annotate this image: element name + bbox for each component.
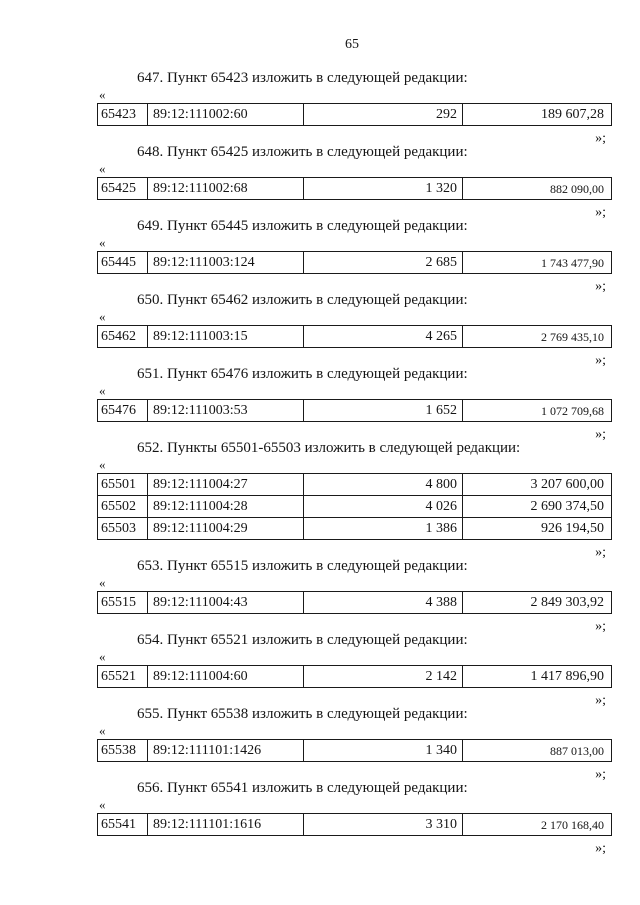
cadastral-number-cell: 89:12:111101:1426: [148, 740, 304, 762]
cadastral-value-cell: 2 769 435,10: [463, 326, 612, 348]
item-number-cell: 65515: [98, 592, 148, 614]
amendment-heading: 653. Пункт 65515 изложить в следующей редакции:: [137, 558, 468, 574]
amendment-650: [0, 291, 640, 368]
area-cell: 3 310: [304, 814, 463, 836]
amendment-table: [97, 177, 612, 200]
closing-quote: »;: [595, 693, 606, 708]
table-row: [98, 252, 612, 274]
page-number: 65: [345, 37, 359, 52]
amendment-table: [97, 399, 612, 422]
cadastral-value-cell: 2 690 374,50: [463, 496, 612, 518]
closing-quote: »;: [595, 131, 606, 146]
area-cell: 1 320: [304, 178, 463, 200]
cadastral-value-cell: 1 743 477,90: [463, 252, 612, 274]
item-number-cell: 65502: [98, 496, 148, 518]
amendment-heading: 651. Пункт 65476 изложить в следующей редакции:: [137, 366, 468, 382]
table-row: [98, 326, 612, 348]
item-number-cell: 65425: [98, 178, 148, 200]
item-number-cell: 65445: [98, 252, 148, 274]
table-row: [98, 518, 612, 540]
area-cell: 1 652: [304, 400, 463, 422]
closing-quote: »;: [595, 767, 606, 782]
amendment-heading: 649. Пункт 65445 изложить в следующей редакции:: [137, 218, 468, 234]
area-cell: 2 685: [304, 252, 463, 274]
cadastral-value-cell: 887 013,00: [463, 740, 612, 762]
amendment-table: [97, 591, 612, 614]
opening-quote: «: [99, 457, 106, 472]
document-body: [0, 69, 640, 856]
cadastral-value-cell: 3 207 600,00: [463, 474, 612, 496]
item-number-cell: 65541: [98, 814, 148, 836]
amendment-table: [97, 103, 612, 126]
amendment-table: [97, 813, 612, 836]
opening-quote: «: [99, 161, 106, 176]
cadastral-value-cell: 926 194,50: [463, 518, 612, 540]
amendment-heading: 654. Пункт 65521 изложить в следующей редакции:: [137, 632, 468, 648]
amendment-heading: 650. Пункт 65462 изложить в следующей редакции:: [137, 292, 468, 308]
amendment-heading: 655. Пункт 65538 изложить в следующей редакции:: [137, 706, 468, 722]
item-number-cell: 65503: [98, 518, 148, 540]
closing-quote: »;: [595, 205, 606, 220]
cadastral-number-cell: 89:12:111002:68: [148, 178, 304, 200]
opening-quote: «: [99, 309, 106, 324]
closing-quote: »;: [595, 353, 606, 368]
amendment-table: [97, 739, 612, 762]
cadastral-value-cell: 2 849 303,92: [463, 592, 612, 614]
item-number-cell: 65476: [98, 400, 148, 422]
amendment-heading: 647. Пункт 65423 изложить в следующей редакции:: [137, 70, 468, 86]
amendment-647: [0, 69, 640, 146]
cadastral-number-cell: 89:12:111004:60: [148, 666, 304, 688]
cadastral-number-cell: 89:12:111003:53: [148, 400, 304, 422]
amendment-table: [97, 473, 612, 540]
amendment-656: [0, 779, 640, 856]
table-row: [98, 104, 612, 126]
closing-quote: »;: [595, 279, 606, 294]
table-row: [98, 496, 612, 518]
opening-quote: «: [99, 649, 106, 664]
amendment-651: [0, 365, 640, 442]
area-cell: 292: [304, 104, 463, 126]
amendment-648: [0, 143, 640, 220]
cadastral-number-cell: 89:12:111004:43: [148, 592, 304, 614]
amendment-heading: 652. Пункты 65501-65503 изложить в следующей редакции:: [137, 440, 521, 456]
cadastral-number-cell: 89:12:111002:60: [148, 104, 304, 126]
area-cell: 1 386: [304, 518, 463, 540]
cadastral-value-cell: 882 090,00: [463, 178, 612, 200]
cadastral-number-cell: 89:12:111004:29: [148, 518, 304, 540]
item-number-cell: 65538: [98, 740, 148, 762]
cadastral-number-cell: 89:12:111004:28: [148, 496, 304, 518]
item-number-cell: 65462: [98, 326, 148, 348]
cadastral-number-cell: 89:12:111003:15: [148, 326, 304, 348]
opening-quote: «: [99, 383, 106, 398]
opening-quote: «: [99, 87, 106, 102]
amendment-652: [0, 439, 640, 560]
area-cell: 4 800: [304, 474, 463, 496]
closing-quote: »;: [595, 841, 606, 856]
table-row: [98, 740, 612, 762]
closing-quote: »;: [595, 545, 606, 560]
table-row: [98, 592, 612, 614]
amendment-table: [97, 325, 612, 348]
opening-quote: «: [99, 797, 106, 812]
table-row: [98, 400, 612, 422]
cadastral-value-cell: 2 170 168,40: [463, 814, 612, 836]
cadastral-value-cell: 1 417 896,90: [463, 666, 612, 688]
closing-quote: »;: [595, 427, 606, 442]
amendment-heading: 648. Пункт 65425 изложить в следующей редакции:: [137, 144, 468, 160]
table-row: [98, 814, 612, 836]
table-row: [98, 474, 612, 496]
amendment-649: [0, 217, 640, 294]
amendment-654: [0, 631, 640, 708]
amendment-655: [0, 705, 640, 782]
item-number-cell: 65521: [98, 666, 148, 688]
amendment-heading: 656. Пункт 65541 изложить в следующей редакции:: [137, 780, 468, 796]
table-row: [98, 666, 612, 688]
area-cell: 1 340: [304, 740, 463, 762]
opening-quote: «: [99, 235, 106, 250]
area-cell: 4 026: [304, 496, 463, 518]
closing-quote: »;: [595, 619, 606, 634]
opening-quote: «: [99, 723, 106, 738]
cadastral-number-cell: 89:12:111004:27: [148, 474, 304, 496]
item-number-cell: 65501: [98, 474, 148, 496]
cadastral-value-cell: 1 072 709,68: [463, 400, 612, 422]
cadastral-value-cell: 189 607,28: [463, 104, 612, 126]
amendment-table: [97, 251, 612, 274]
area-cell: 4 265: [304, 326, 463, 348]
amendment-table: [97, 665, 612, 688]
item-number-cell: 65423: [98, 104, 148, 126]
amendment-653: [0, 557, 640, 634]
area-cell: 2 142: [304, 666, 463, 688]
opening-quote: «: [99, 575, 106, 590]
cadastral-number-cell: 89:12:111003:124: [148, 252, 304, 274]
table-row: [98, 178, 612, 200]
cadastral-number-cell: 89:12:111101:1616: [148, 814, 304, 836]
area-cell: 4 388: [304, 592, 463, 614]
